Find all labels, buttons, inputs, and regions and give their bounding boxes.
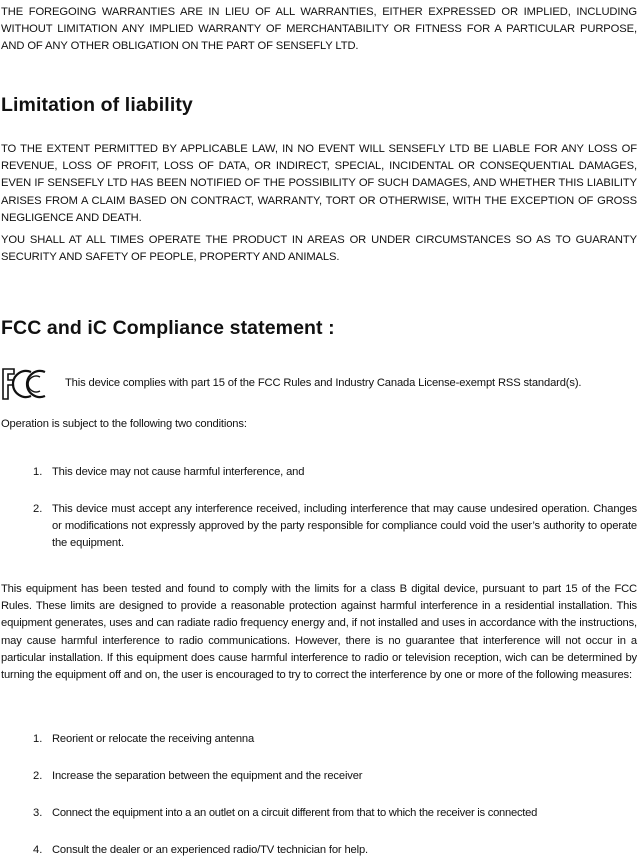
warranty-disclaimer-paragraph: THE FOREGOING WARRANTIES ARE IN LIEU OF ALL WARRANTIES, EITHER EXPRESSED OR IMPLIED, INCLUDING WITHOUT LIMITATION ANY IMPLIED WARRANTY OF MERCHANTABILITY OR FITNESS FOR A PARTICULAR PURPOSE, AND OF ANY OTHER OBLIGATION ON THE PART OF SENSEFLY LTD. <box>1 6 637 53</box>
fcc-compliance-line: This device complies with part 15 of the FCC Rules and Industry Canada License-exempt RSS standard(s). <box>65 377 582 389</box>
list-item-text: Increase the separation between the equipment and the receiver <box>52 770 363 782</box>
limitation-of-liability-heading: Limitation of liability <box>1 94 193 116</box>
limitation-paragraph-1: TO THE EXTENT PERMITTED BY APPLICABLE LAW, IN NO EVENT WILL SENSEFLY LTD BE LIABLE FOR ANY LOSS OF REVENUE, LOSS OF PROFIT, LOSS OF DATA, OR INDIRECT, SPECIAL, INCIDENTAL OR CONSEQUENTIAL DAMAGES, EVEN IF SENSEFLY LTD HAS BEEN NOTIFIED OF THE POSSIBILITY OF SUCH DAMAGES, AND WHETHER THIS LIABILITY ARISES FROM A CLAIM BASED ON CONTRACT, WARRANTY, TORT OR OTHERWISE, WITH THE EXCEPTION OF GROSS NEGLIGENCE AND DEATH. <box>1 143 637 224</box>
equipment-compliance-paragraph: This equipment has been tested and found to comply with the limits for a class B digital device, pursuant to part 15 of the FCC Rules. These limits are designed to provide a reasonable protection against harmful interference in a residential installation. This equipment generates, uses and can radiate radio frequency energy and, if not installed and uses in accordance with the instructions, may cause harmful interference to radio communications. However, there is no guarantee that interference will not occur in a particular installation. If this equipment does cause harmful interference to radio or television reception, wich can be determined by turning the equipment off and on, the user is encouraged to try to correct the interference by one or more of the following measures: <box>1 583 637 682</box>
conditions-intro: Operation is subject to the following two conditions: <box>1 418 247 430</box>
list-item-number: 3. <box>33 807 43 819</box>
limitation-paragraph-2: YOU SHALL AT ALL TIMES OPERATE THE PRODUCT IN AREAS OR UNDER CIRCUMSTANCES SO AS TO GUARANTY SECURITY AND SAFETY OF PEOPLE, PROPERTY AND ANIMALS. <box>1 234 637 264</box>
list-item-number: 1. <box>33 733 43 745</box>
fcc-compliance-heading: FCC and iC Compliance statement : <box>1 317 335 339</box>
list-item-number: 2. <box>33 770 43 782</box>
list-item-number: 4. <box>33 844 43 856</box>
list-item-number: 2. <box>33 503 43 515</box>
list-item-number: 1. <box>33 466 43 478</box>
list-item-text: Connect the equipment into a an outlet on a circuit different from that to which the receiver is connected <box>52 807 538 819</box>
fcc-logo-icon <box>1 366 47 402</box>
list-item-text: Consult the dealer or an experienced radio/TV technician for help. <box>52 844 368 856</box>
list-item-text: This device must accept any interference received, including interference that may cause undesired operation. Changes or modifications not expressly approved by the party responsible for compliance could void the user’s authority to operate the equipment. <box>52 503 637 550</box>
list-item-text: Reorient or relocate the receiving antenna <box>52 733 255 745</box>
list-item-text: This device may not cause harmful interference, and <box>52 466 305 478</box>
